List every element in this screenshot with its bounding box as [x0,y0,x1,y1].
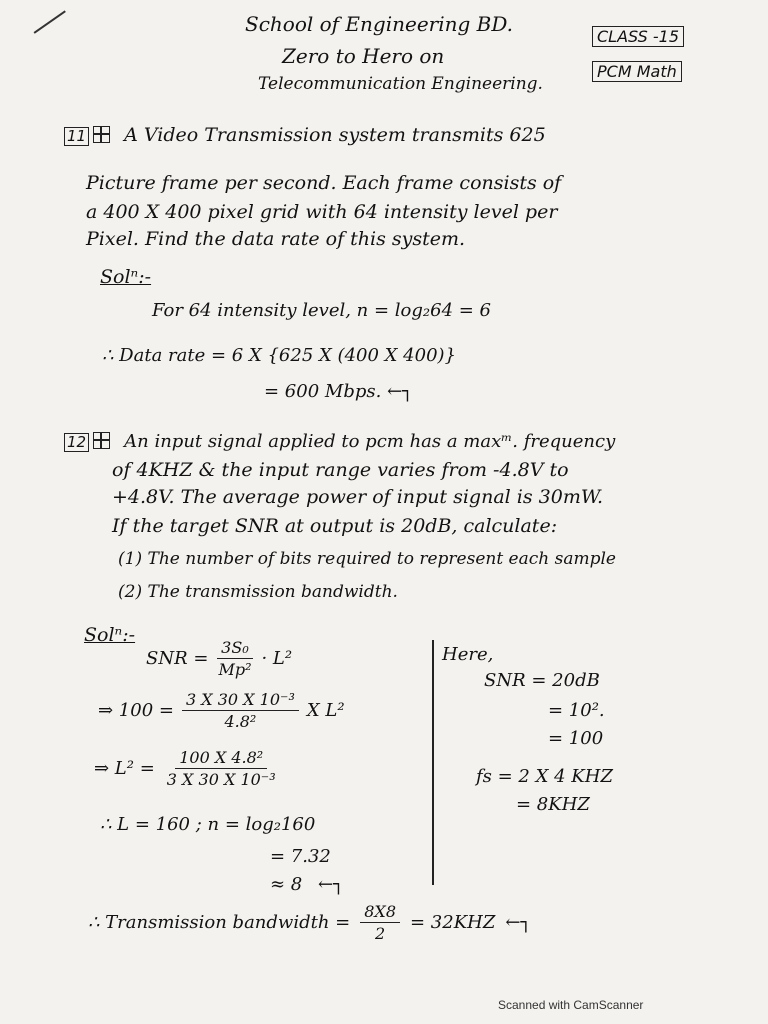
q11-step3: = 600 Mbps. [264,381,382,402]
header-subtitle: Zero to Hero on [282,44,445,68]
header-school: School of Engineering BD. [245,12,514,36]
snr-tail: · L² [261,648,293,669]
eq2-tail: X L² [306,700,345,721]
q12-item1: (1) The number of bits required to represent each sample [118,549,616,569]
bw-fraction [360,902,400,943]
equation-6: ≈ 8 [270,874,303,895]
q11-line1: A Video Transmission system transmits 625 [124,124,546,146]
eq2-numerator: 3 X 30 X 10⁻³ [182,690,299,711]
snr-fraction [214,638,255,679]
scanner-watermark: Scanned with CamScanner [498,998,644,1012]
given-snr-2: = 10². [548,700,605,721]
eq3-fraction [163,748,280,789]
q12-line4: If the target SNR at output is 20dB, calculate: [112,515,558,537]
snr-denominator: Mp² [218,660,252,679]
class-tag: CLASS -15 [592,26,684,47]
eq3-numerator: 100 X 4.8² [175,748,267,769]
equation-4: ∴ L = 160 ; n = log₂160 [100,814,316,835]
answer-arrow-icon: ←┐ [505,912,532,933]
bandwidth-row [88,902,531,943]
equation-3 [94,748,280,789]
snr-lhs: SNR = [146,648,209,669]
header-course: Telecommunication Engineering. [258,74,543,94]
eq3-lhs: ⇒ L² = [94,758,155,779]
topic-tag: PCM Math [592,61,682,82]
answer-arrow-icon: ←┐ [387,381,413,402]
q12-line3: +4.8V. The average power of input signal is 30mW. [112,486,604,508]
bw-lhs: ∴ Transmission bandwidth = [88,912,351,933]
question-number: 11 [64,127,89,146]
question-12 [64,430,615,452]
solution-label-2: Solⁿ:- [84,624,136,646]
snr-formula [146,638,292,679]
q11-step1: For 64 intensity level, n = log₂64 = 6 [152,300,492,321]
eq2-fraction [182,690,299,731]
sampling-freq-2: = 8KHZ [516,794,590,815]
q11-result [264,381,413,402]
q12-item2: (2) The transmission bandwidth. [118,582,398,602]
pen-mark [34,10,66,33]
eq2-lhs: ⇒ 100 = [98,700,174,721]
equation-2 [98,690,345,731]
bw-rhs: = 32KHZ [410,912,496,933]
q11-line2: Picture frame per second. Each frame consists of [86,172,562,194]
solution-label: Solⁿ:- [100,266,152,288]
equation-6-row [270,874,344,895]
column-divider [432,640,434,885]
equation-5: = 7.32 [270,846,331,867]
checkbox-icon [93,126,110,143]
q11-line4: Pixel. Find the data rate of this system. [86,228,466,250]
bw-denominator: 2 [375,924,386,943]
here-label: Here, [442,644,494,665]
answer-arrow-icon: ←┐ [318,874,344,895]
q12-line2: of 4KHZ & the input range varies from -4.8V to [112,459,569,481]
question-number: 12 [64,433,89,452]
question-11 [64,124,546,146]
q11-line3: a 400 X 400 pixel grid with 64 intensity level per [86,201,558,223]
q12-line1: An input signal applied to pcm has a maxᵐ. frequency [124,431,616,452]
bw-numerator: 8X8 [360,902,400,923]
snr-numerator: 3S₀ [217,638,253,659]
sampling-freq: fs = 2 X 4 KHZ [476,766,613,787]
given-snr-3: = 100 [548,728,604,749]
q11-step2: ∴ Data rate = 6 X {625 X (400 X 400)} [102,345,457,366]
given-snr: SNR = 20dB [484,670,600,691]
eq2-denominator: 4.8² [224,712,257,731]
checkbox-icon [93,432,110,449]
eq3-denominator: 3 X 30 X 10⁻³ [166,770,276,789]
